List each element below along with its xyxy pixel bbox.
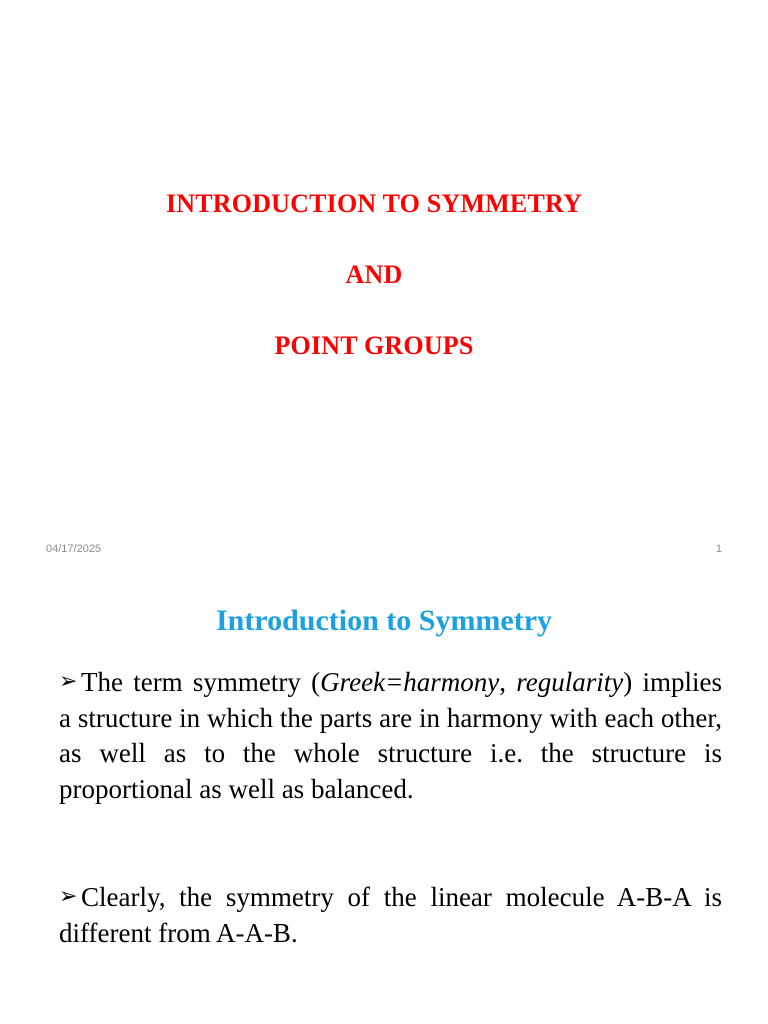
footer-page-number: 1 [715,543,722,555]
bullet-1-text-part3: ) implies a structure in which the parts are in harmony with each other, as well as to the whole structure i.e. the structure is proportional as well as balanced. [59,667,722,804]
slide-heading: Introduction to Symmetry [215,604,553,637]
footer-date: 04/17/2025 [46,543,102,555]
bullet-1-text-part2: , [499,667,517,697]
arrow-bullet-icon: ➢ [59,884,78,909]
bullet-item-1 [59,665,722,807]
bullet-1-text-part1: The term symmetry ( [81,667,321,697]
content-slide [0,576,768,1024]
title-line-1: INTRODUCTION TO SYMMETRY [165,189,583,218]
title-line-2: AND [345,260,403,289]
title-line-3: POINT GROUPS [274,331,474,360]
bullet-1-italic-greek: Greek=harmony [320,667,500,697]
bullet-2-text: Clearly, the symmetry of the linear molecule A-B-A is different from A-A-B. [59,882,722,948]
arrow-bullet-icon: ➢ [59,669,78,694]
bullet-item-2 [59,880,722,951]
bullet-1-italic-regularity: regularity [516,667,624,697]
